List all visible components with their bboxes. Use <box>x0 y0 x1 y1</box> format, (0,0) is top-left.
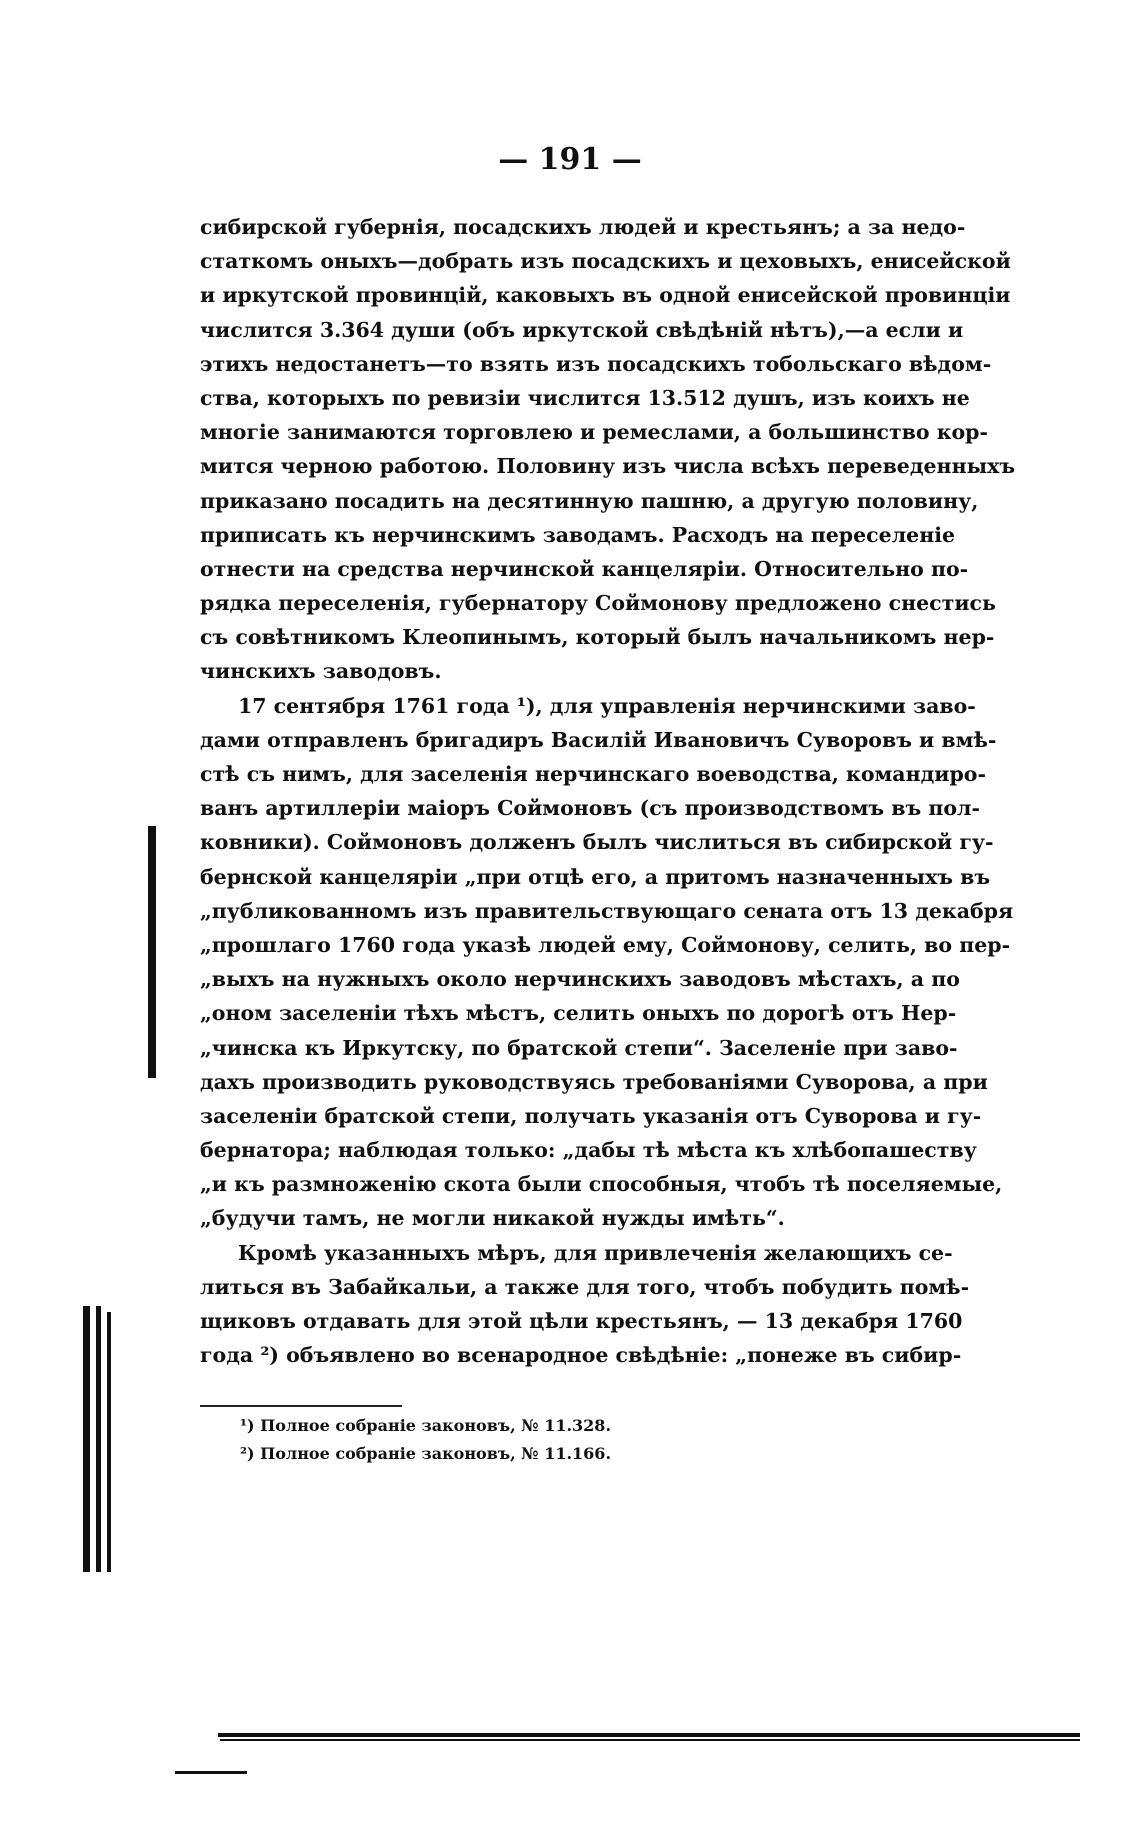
bottom-scan-line <box>175 1771 247 1774</box>
text-line: литься въ Забайкальи, а также для того, чтобъ побудить помѣ- <box>200 1274 970 1299</box>
margin-scan-bar <box>107 1312 111 1572</box>
footnote: ¹) Полное собраніе законовъ, № 11.328. <box>240 1416 612 1435</box>
margin-scan-bar <box>148 826 156 1078</box>
margin-scan-bar <box>96 1306 101 1572</box>
footnote-rule <box>200 1405 402 1407</box>
text-line: съ совѣтникомъ Клеопинымъ, который былъ начальникомъ нер- <box>200 625 995 650</box>
text-line: „прошлаго 1760 года указѣ людей ему, Соймонову, селить, во пер- <box>200 932 1011 957</box>
bottom-scan-line <box>218 1733 1080 1737</box>
text-line: статкомъ оныхъ—добрать изъ посадскихъ и цеховыхъ, енисейской <box>200 249 1011 274</box>
margin-scan-bar <box>83 1306 90 1572</box>
text-line: и иркутской провинцій, каковыхъ въ одной енисейской провинціи <box>200 283 1011 308</box>
text-line: „выхъ на нужныхъ около нерчинскихъ заводовъ мѣстахъ, а по <box>200 967 960 992</box>
page-number: — 191 — <box>498 142 642 177</box>
text-line: бернской канцеляріи „при отцѣ его, а притомъ назначенныхъ въ <box>200 864 991 889</box>
text-line: ванъ артиллеріи маіоръ Соймоновъ (съ производствомъ въ пол- <box>200 796 980 821</box>
text-line: дами отправленъ бригадиръ Василій Ивановичъ Суворовъ и вмѣ- <box>200 727 997 752</box>
text-line: заселеніи братской степи, получать указанія отъ Суворова и гу- <box>200 1103 982 1128</box>
text-line: рядка переселенія, губернатору Соймонову предложено снестись <box>200 591 996 616</box>
text-line: приписать къ нерчинскимъ заводамъ. Расходъ на переселеніе <box>200 522 956 547</box>
text-line: многіе занимаются торговлею и ремеслами, а большинство кор- <box>200 420 989 445</box>
text-line: дахъ производить руководствуясь требованіями Суворова, а при <box>200 1069 988 1094</box>
footnotes <box>240 1412 611 1468</box>
text-line: „и къ размноженію скота были способныя, чтобъ тѣ поселяемые, <box>200 1172 1003 1197</box>
text-line: стѣ съ нимъ, для заселенія нерчинскаго воеводства, командиро- <box>200 762 986 786</box>
text-line: сибирской губернія, посадскихъ людей и крестьянъ; а за недо- <box>200 215 966 239</box>
bottom-scan-line <box>220 1739 1080 1741</box>
text-line: ства, которыхъ по ревизіи числится 13.512 душъ, изъ коихъ не <box>200 385 970 410</box>
text-line: ковники). Соймоновъ долженъ былъ числиться въ сибирской гу- <box>200 830 994 855</box>
footnote: ²) Полное собраніе законовъ, № 11.166. <box>240 1444 612 1463</box>
text-line: 17 сентября 1761 года ¹), для управленія нерчинскими заво- <box>238 693 976 718</box>
body-text <box>200 210 1016 1372</box>
text-line: мится черною работою. Половину изъ числа всѣхъ переведенныхъ <box>200 454 1016 479</box>
text-line: „оном заселеніи тѣхъ мѣстъ, селить оныхъ по дорогѣ отъ Нер- <box>200 1001 957 1026</box>
text-line: приказано посадить на десятинную пашню, а другую половину, <box>200 488 979 513</box>
text-line: этихъ недостанетъ—то взять изъ посадскихъ тобольскаго вѣдом- <box>200 351 992 376</box>
text-line: Кромѣ указанныхъ мѣръ, для привлеченія желающихъ се- <box>238 1240 953 1265</box>
text-line: бернатора; наблюдая только: „дабы тѣ мѣста къ хлѣбопашеству <box>200 1138 977 1163</box>
text-line: чинскихъ заводовъ. <box>200 659 442 684</box>
text-line: щиковъ отдавать для этой цѣли крестьянъ, — 13 декабря 1760 <box>200 1309 963 1333</box>
text-line: „чинска къ Иркутску, по братской степи“. Заселеніе при заво- <box>200 1035 958 1060</box>
text-line: „публикованномъ изъ правительствующаго сената отъ 13 декабря <box>200 898 1014 923</box>
text-line: числится 3.364 души (объ иркутской свѣдѣній нѣтъ),—а если и <box>200 317 964 342</box>
text-line: отнести на средства нерчинской канцеляріи. Относительно по- <box>200 556 969 581</box>
text-line: „будучи тамъ, не могли никакой нужды имѣть“. <box>200 1206 785 1231</box>
text-line: года ²) объявлено во всенародное свѣдѣніе: „понеже въ сибир- <box>200 1343 962 1368</box>
